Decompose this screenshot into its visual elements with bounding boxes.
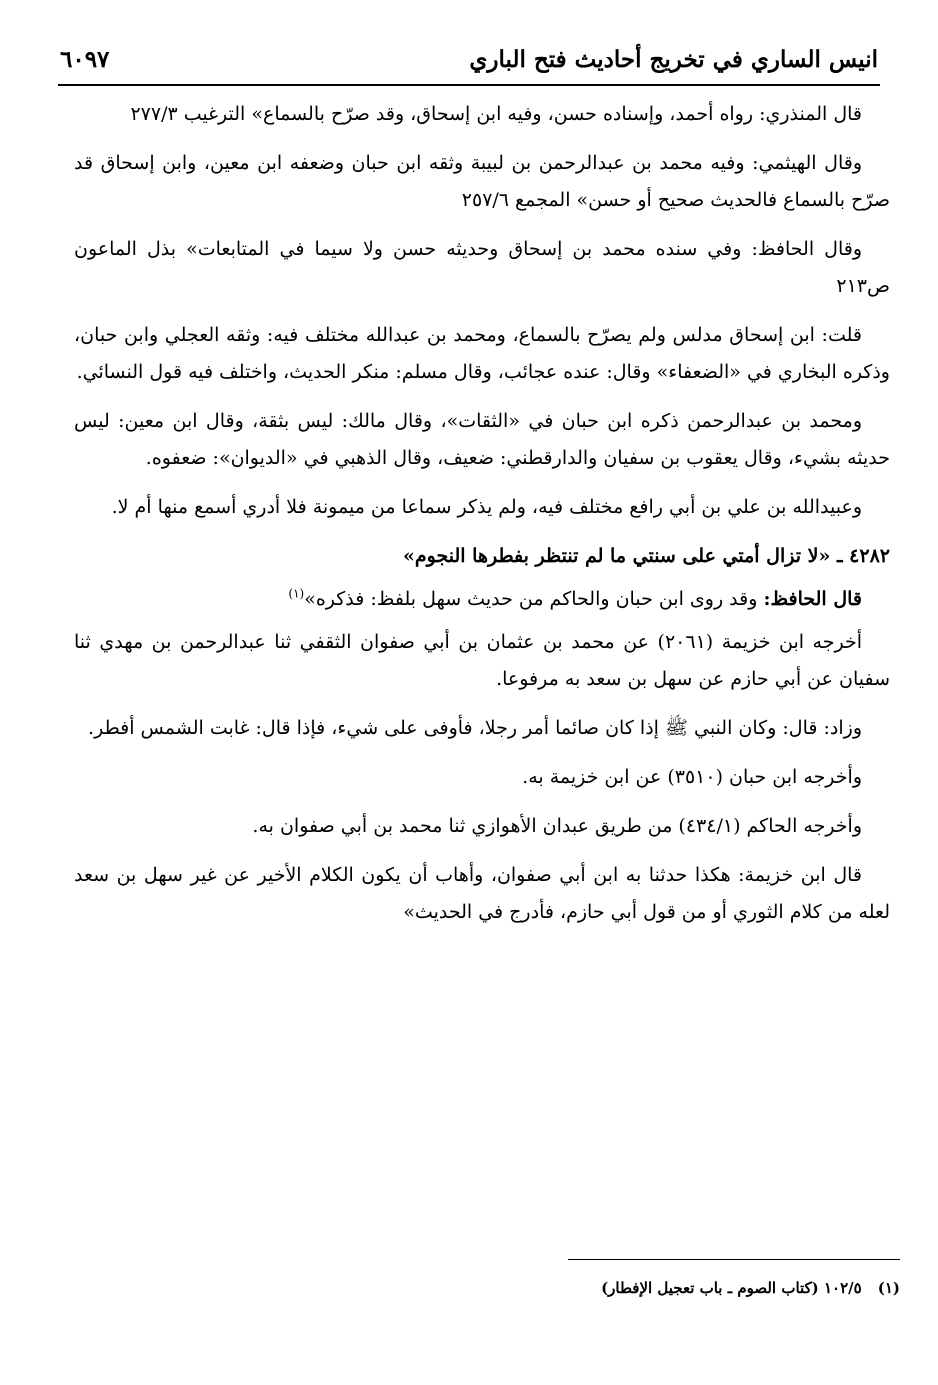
page-number: ٦٠٩٧ xyxy=(60,45,110,73)
footnote-number: (١) xyxy=(877,1279,900,1297)
hafiz-text: وقد روى ابن حبان والحاكم من حديث سهل بلفظ: فذكره» xyxy=(304,588,764,610)
paragraph-ibn-khuzayma-comment: قال ابن خزيمة: هكذا حدثنا به ابن أبي صفوان، وأهاب أن يكون الكلام الأخير عن غير سهل بن سعد لعله من كلام الثوري أو من قول أبي حازم، فأدرج في الحديث» xyxy=(74,864,890,923)
paragraph-ibn-khuzayma-takhrij: أخرجه ابن خزيمة (٢٠٦١) عن محمد بن عثمان بن أبي صفوان الثقفي ثنا عبدالرحمن بن مهدي ثنا سفيان عن أبي حازم عن سهل بن سعد به مرفوعا. xyxy=(74,631,890,690)
paragraph-ibn-abdurrahman: ومحمد بن عبدالرحمن ذكره ابن حبان في «الثقات»، وقال مالك: ليس بثقة، وقال ابن معين: ليس حديثه بشيء، وقال يعقوب بن سفيان والدارقطني: ضعيف، وقال الذهبي في «الديوان»: ضعفوه. xyxy=(74,410,890,469)
footnote-text: ١٠٢/٥ (كتاب الصوم ـ باب تعجيل الإفطار) xyxy=(601,1279,862,1297)
paragraph-haythami: وقال الهيثمي: وفيه محمد بن عبدالرحمن بن لبيبة وثقه ابن حبان وضعفه ابن معين، وابن إسحاق قد صرّح بالسماع فالحديث صحيح أو حسن» المجمع ٢٥٧/٦ xyxy=(74,152,890,211)
footnote-marker: (١) xyxy=(288,586,305,601)
footnote xyxy=(100,1275,900,1301)
footnote-divider xyxy=(568,1259,900,1260)
paragraph-hakim: وأخرجه الحاكم (٤٣٤/١) من طريق عبدان الأهوازي ثنا محمد بن أبي صفوان به. xyxy=(252,815,862,837)
paragraph-ibn-hibban: وأخرجه ابن حبان (٣٥١٠) عن ابن خزيمة به. xyxy=(522,766,862,788)
hadith-number: ٤٢٨٢ xyxy=(849,545,890,567)
hafiz-lead: قال الحافظ: xyxy=(763,588,862,610)
paragraph-hafiz-statement xyxy=(74,581,890,618)
header-divider xyxy=(58,84,880,86)
book-title: انيس الساري في تخريج أحاديث فتح الباري xyxy=(469,45,878,73)
hadith-text: «لا تزال أمتي على سنتي ما لم تنتظر بفطرها النجوم» xyxy=(403,545,831,567)
hadith-dash: ـ xyxy=(830,545,850,567)
paragraph-hafiz-isnad: وقال الحافظ: وفي سنده محمد بن إسحاق وحديثه حسن ولا سيما في المتابعات» بذل الماعون ص٢١٣ xyxy=(74,238,890,297)
paragraph-ubaydullah: وعبيدالله بن علي بن أبي رافع مختلف فيه، ولم يذكر سماعا من ميمونة فلا أدري أسمع منها أم لا. xyxy=(111,496,862,518)
paragraph-qultu: قلت: ابن إسحاق مدلس ولم يصرّح بالسماع، ومحمد بن عبدالله مختلف فيه: وثقه العجلي وابن حبان، وذكره البخاري في «الضعفاء» وقال: عنده عجائب، وقال مسلم: منكر الحديث، واختلف فيه قول النسائي. xyxy=(74,324,890,383)
page-header xyxy=(60,40,878,78)
main-text xyxy=(74,96,890,943)
hadith-heading xyxy=(74,538,890,575)
paragraph-ziyada: وزاد: قال: وكان النبي ﷺ إذا كان صائما أمر رجلا، فأوفى على شيء، فإذا قال: غابت الشمس أفطر. xyxy=(88,717,862,739)
paragraph-mundhiri: قال المنذري: رواه أحمد، وإسناده حسن، وفيه ابن إسحاق، وقد صرّح بالسماع» الترغيب ٢٧٧/٣ xyxy=(130,103,862,125)
